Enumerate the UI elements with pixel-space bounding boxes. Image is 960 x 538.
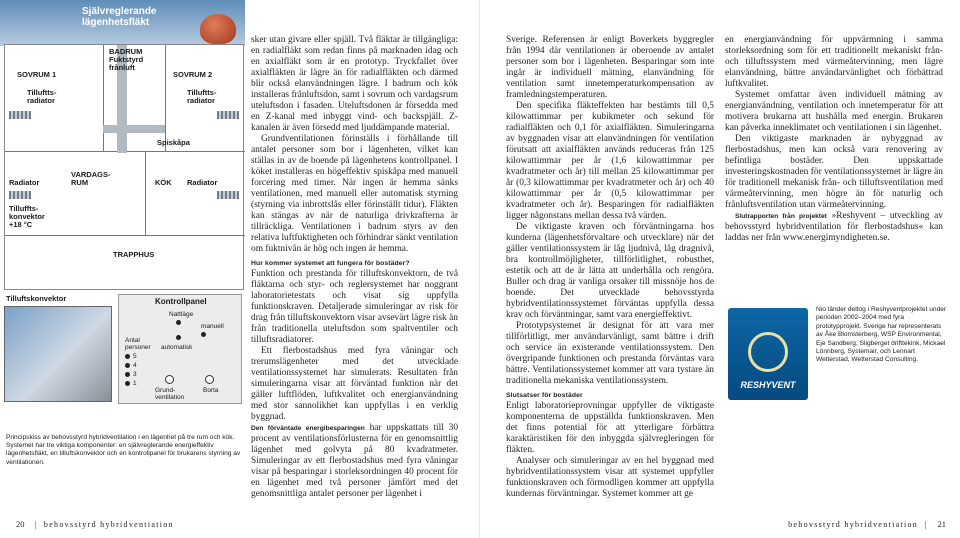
- konvektor-line1: Tilluffts-: [9, 204, 39, 213]
- cp-n3: 3: [133, 371, 137, 378]
- footer-left-title: behovsstyrd hybridventiation: [43, 520, 174, 529]
- col1-paragraph-1: sker utan givare eller spjäll. Två fläktar är tillgängliga: en radialfläkt som redan finns på marknaden idag och en axialfläkt som är en prototyp. Tryckfallet över axialfläkten är lägre än för radialfläkten och därmed blir också elanvändningen lägre. I badrum och kök installeras frånluftsdon, samt i sovrum och vardagsrum uteluftsdon i fasaden. Uteluftsdonen är försedda med en Z-kanal med inbyggt vind- och backspjäll. Z-kanalen är även försedd med ljuddämpande material.: [251, 35, 458, 133]
- figure-title-line1: Självreglerande: [82, 6, 157, 17]
- figure-title-line2: lägenhetsfläkt: [82, 17, 150, 28]
- room-sovrum2: SOVRUM 2: [173, 70, 213, 79]
- ventilation-diagram: [0, 0, 245, 500]
- radiator-icon: [9, 111, 31, 119]
- reshyvent-logo: [728, 308, 808, 400]
- divider-kitchen: [145, 151, 146, 235]
- page-gutter: [479, 0, 480, 538]
- col3-paragraph-4: [725, 211, 943, 244]
- radiator-icon: [217, 191, 239, 199]
- divider-bath-left: [103, 45, 104, 151]
- tilluft-right-line2: radiator: [187, 96, 215, 105]
- page-number-right: 21: [937, 519, 946, 529]
- label-radiator-right: Radiator: [187, 178, 218, 187]
- convector-label: Tilluftskonvektor: [6, 294, 67, 303]
- col1-paragraph-4: Ett flerbostadshus med fyra våningar och trerumslägenheter med det utvecklade ventilationssystemet har simulerats. Resultaten från simuleringarna visar att förväntad funktion när det gäller luftflöden, luftkvalitet och energianvändning med stor sannolikhet kan uppfyllas i en verklig byggnad.: [251, 346, 458, 422]
- col2-paragraph-2: Den specifika fläkteffekten har bestämts till 0,5 kilowattimmar per kubikmeter och sekund för radialfläkten och 0,1 för axialfläkten. Simuleringarna av byggnaden visar att elanvändningen för ventilation förutsatt att axialfläkten används reduceras från 125 kilowattimmar per år (1,6 kilowattimmar per kvadratmeter och år) till mellan 25 kilowattimmar per år (0,3 kilowattimmar per kvadratmeter och år) och 40 kilowattimmar per år (0,5 kilowattimmar per kvadratmeter och år). Besparingen för radialfläkten ligger någonstans mellan dessa två värden.: [506, 101, 714, 221]
- figure-title: [82, 6, 156, 28]
- col1-runin: Den förväntade energibesparingen: [251, 425, 365, 432]
- footer-right: behovsstyrd hybridventiation | 21: [788, 519, 946, 529]
- col1-paragraph-5-text: har uppskattats till 30 procent av ventilationsförlusterna för en genomsnittlig lägenhet med golvyta på 80 kvadratmeter. Simuleringar av ett flerbostadshus med fyra våningar visar på besparingar i storleksordningen 40 procent för en lägenhet med två personer jämfört med det genomsnittliga antalet personer per lägenhet i: [251, 423, 459, 499]
- cp-n1: 1: [133, 380, 137, 387]
- col2-subheading: Slutsatser för bostäder: [506, 392, 583, 399]
- grund-line2: ventilation: [155, 394, 185, 401]
- vardagsrum-line2: RUM: [71, 178, 89, 187]
- figure-caption: Principskiss av behovsstyrd hybridventilation i en lägenhet på tre rum och kök. Systemet har tre viktiga komponenter: en självreglerande energieffektiv lägenhetsfläkt, en tilluftskonvektor och en kontrollpanel för brukarens styrning av ventilationen.: [6, 434, 241, 466]
- label-tilluft-right: [187, 89, 216, 105]
- room-vardagsrum: [71, 171, 110, 187]
- text-column-3: [725, 35, 943, 244]
- col3-paragraph-4-text: »Reshyvent – utveckling av behovsstyrd hybridventilation för flerbostadshus« kan laddas ner från www.energimyndigheten.se.: [725, 211, 943, 243]
- tilluft-right-line1: Tilluftts-: [187, 88, 217, 97]
- radiator-icon: [217, 111, 239, 119]
- col3-runin: Slutrapporten från projektet: [735, 213, 827, 220]
- cp-automatisk: automatisk: [161, 344, 193, 351]
- col2-paragraph-6: Analyser och simuleringar av en hel byggnad med hybridventilationssystem visar att systemet uppfyller funktionskraven och förmodligen kommer att uppfylla kundernas förväntningar. Systemet kommer att ge: [506, 456, 714, 499]
- grund-line1: Grund-: [155, 387, 176, 394]
- col2-paragraph-4: Prototypsystemet är designat för att vara mer tillförlitligt, mer användarvänligt, samt bättre i drift och service än existerande ventilationssystem. Den övergripande funktionen och prestanda förväntas vara bättre. Ventilationssystemet kommer att vara tystare än traditionella mekaniska ventilationssystem.: [506, 321, 714, 386]
- tilluft-left-line1: Tilluftts-: [27, 88, 57, 97]
- cp-manuell: manuell: [201, 323, 224, 330]
- col2-paragraph-5: Enligt laboratorieprovningar uppfyller de viktigaste komponenterna de uppställda funktionskraven. Men det finns potential för att ytterligare förbättra karaktäristiken för den inbyggda självregleringen för fläkten.: [506, 401, 714, 455]
- persons-1-button[interactable]: [125, 381, 130, 386]
- divider-bath-right: [165, 45, 166, 151]
- control-panel: [118, 294, 242, 404]
- text-column-2: [506, 35, 714, 500]
- konvektor-line2: konvektor: [9, 212, 45, 221]
- label-spiskapa: Spiskåpa: [157, 138, 190, 147]
- reshyvent-sidebox: [728, 306, 950, 428]
- borta-button[interactable]: [205, 375, 214, 384]
- vardagsrum-line1: VARDAGS-: [71, 170, 111, 179]
- col3-paragraph-2: Systemet omfattar även individuell mätning av energianvändning, ventilation och innetemperatur för att motivera brukarna att hushålla med energin. Brukaren kan påverka inneklimatet och ventilationen i sin lägenhet.: [725, 90, 943, 133]
- label-radiator-left: Radiator: [9, 178, 40, 187]
- cp-nattlage: Nattläge: [169, 311, 194, 318]
- kitchen-duct: [103, 125, 165, 133]
- label-konvektor: [9, 205, 45, 229]
- cp-n5: 5: [133, 353, 137, 360]
- col3-paragraph-3: Den viktigaste marknaden är nybyggnad av flerbostadshus, men kan också vara renovering av befintliga bostäder. Den uppskattade investeringskostnaden för ventilationssystemet är lägre än för traditionell mekanisk från- och tilluftsventilation med värmeåtervinning, men högre än för naturlig och frånluftsventilation utan värmeåtervinning.: [725, 134, 943, 210]
- sidebox-text: Nio länder deltog i Reshyventprojektet under perioden 2002–2004 med fyra prototypprojekt. Sverige har representerats av Åke Blomsterberg, WSP Environmental, Eje Sandberg, Sligberget drifttekink, Mickael Lönnberg, Systemair, och Lennart Wetterstad, Wetterstad Consulting.: [816, 306, 947, 364]
- nattlage-button[interactable]: [176, 320, 181, 325]
- room-sovrum1: SOVRUM 1: [17, 70, 57, 79]
- antal-line1: Antal: [125, 337, 140, 344]
- persons-3-button[interactable]: [125, 372, 130, 377]
- fan-icon: [200, 14, 236, 44]
- col1-paragraph-2: Grundventilationen förinställs i förhållande till antalet personer som bor i lägenheten, vilket kan ställas in av de boende på lägenhetens kontrollpanel. I köket installeras en högeffektiv spiskåpa med manuell forcering med timer. När ingen är hemma sänks ventilationen, med manuell eller automatisk styrning (styrning via inbrottslås eller förinställt tidur). Fläkten kan stängas av när de naturliga drivkrafterna är tillräckliga. Ventilationen i badrum styrs av den relativa luftfuktigheten och förhindrar sänkt ventilation om fuktnivån är hög och ingen är hemma.: [251, 134, 458, 254]
- badrum-line2: Fuktstyrd: [109, 55, 144, 64]
- automatisk-button[interactable]: [176, 335, 181, 340]
- persons-5-button[interactable]: [125, 354, 130, 359]
- logo-circle-icon: [748, 332, 788, 372]
- label-tilluft-left: [27, 89, 56, 105]
- grundventilation-button[interactable]: [165, 375, 174, 384]
- col2-paragraph-1: Sverige. Referensen är enligt Boverkets byggregler från 1994 där ventilationen är oberoende av antalet personer som bor i lägenheten. Besparingar som inte ingår är individuell mätning, elanvändning för ventilation samt innetemperaturkompensation av framledningstemperaturen.: [506, 35, 714, 100]
- text-column-1: [251, 35, 458, 500]
- page-number-left: 20: [16, 519, 25, 529]
- logo-text: RESHYVENT: [740, 380, 796, 390]
- manuell-button[interactable]: [201, 332, 206, 337]
- col1-subheading: Hur kommer systemet att fungera för bostäder?: [251, 260, 410, 267]
- room-kok: KÖK: [155, 178, 172, 187]
- cp-grundventilation: [155, 387, 184, 401]
- antal-line2: personer: [125, 344, 151, 351]
- tilluft-left-line2: radiator: [27, 96, 55, 105]
- room-badrum: [109, 48, 143, 72]
- control-panel-title: Kontrollpanel: [155, 297, 207, 306]
- cp-antal-personer: [125, 337, 151, 351]
- cp-n4: 4: [133, 362, 137, 369]
- col1-paragraph-5: [251, 423, 458, 500]
- konvektor-line3: +18 °C: [9, 220, 33, 229]
- col3-paragraph-1: en energianvändning för uppvärmning i samma storleksordning som för ett traditionellt mekaniskt från- och tilluftssystem med värmeåtervinning, men lägre elanvändning, bättre användarvänlighet och förbättrad luftkvalitet.: [725, 35, 943, 89]
- persons-4-button[interactable]: [125, 363, 130, 368]
- house-floorplan: [4, 44, 244, 290]
- badrum-line1: BADRUM: [109, 47, 143, 56]
- cp-borta: Borta: [203, 387, 219, 394]
- divider-stair: [5, 235, 245, 236]
- footer-left: 20 | behovsstyrd hybridventiation: [16, 519, 174, 529]
- col1-paragraph-3: Funktion och prestanda för tilluftskonvektorn, de två fläktarna och styr- och reglersystemet har noggrant laboratorietestats och visat sig uppfylla funktionskraven. Detaljerade simuleringar av risk för drag från tilluftskonvektorn visar avsevärt lägre risk än från traditionella uteluftsdon som spaltventiler och tilluftsradiatorer.: [251, 269, 458, 345]
- radiator-icon: [9, 191, 31, 199]
- room-trapphus: TRAPPHUS: [113, 250, 155, 259]
- convector-photo: [4, 306, 112, 402]
- badrum-line3: frånluft: [109, 63, 135, 72]
- col2-paragraph-3: De viktigaste kraven och förväntningarna hos kunderna (lägenhetsförvaltare och utvecklare) när det gäller ventilationssystem är låg ljudnivå, låg dragnivå, bra kontrollmöjligheter, tillförlitlighet, robusthet, estetik och att de är lätta att underhålla och rengöra. Buller och drag är vanliga orsaker till missnöje hos de boende. Det utvecklade behovsstyrda hybridventilationssystemet förväntas uppfylla dessa krav och förväntningar, samt vara energieffektivt.: [506, 222, 714, 320]
- footer-right-title: behovsstyrd hybridventiation: [788, 520, 919, 529]
